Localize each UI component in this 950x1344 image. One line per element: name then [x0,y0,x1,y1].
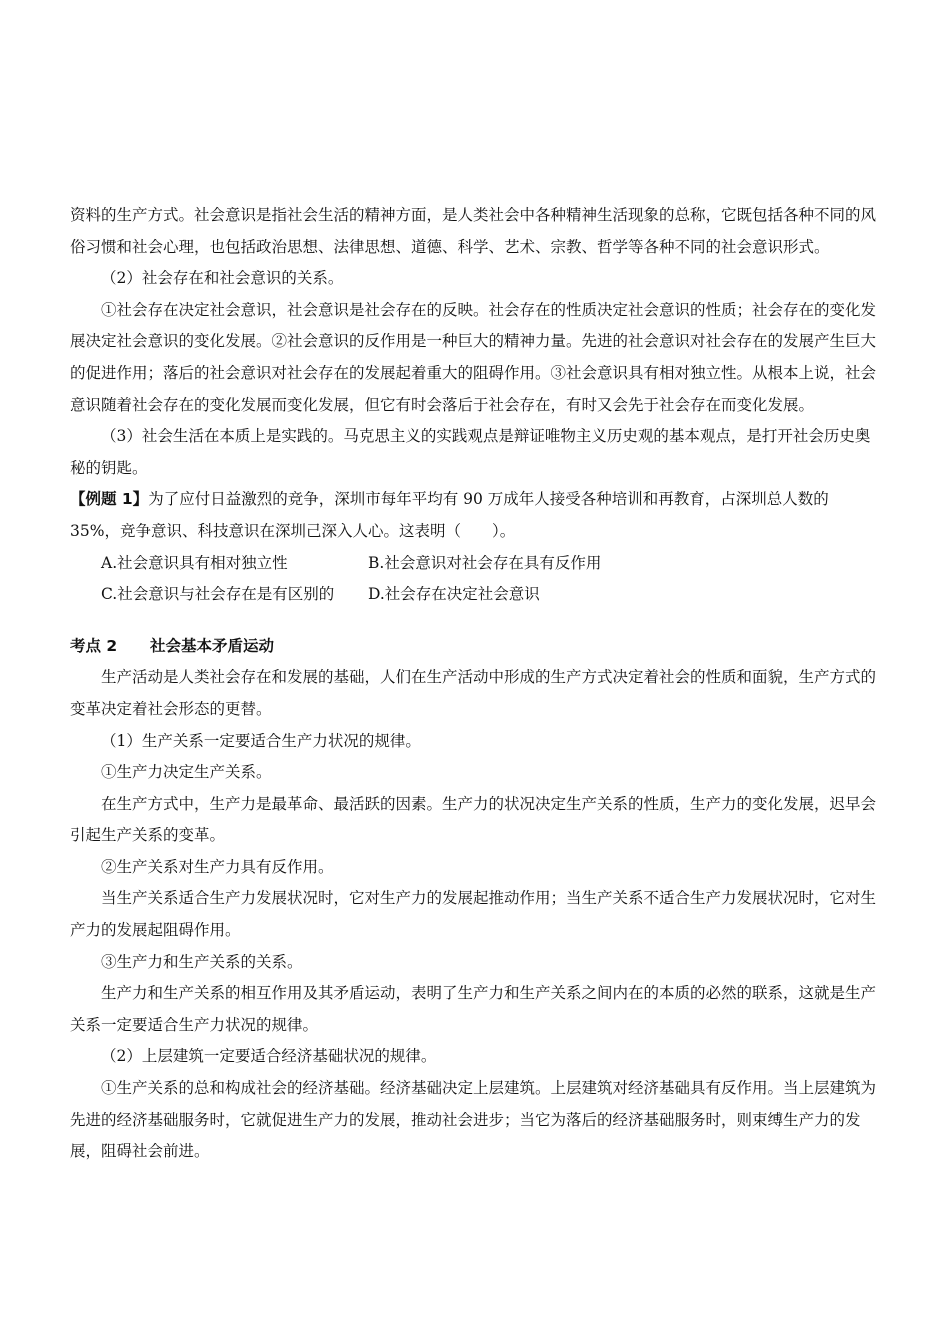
options-row-2 [70,579,882,611]
option-a: A.社会意识具有相对独立性 [101,553,288,572]
section-subheading-2: （2）上层建筑一定要适合经济基础状况的规律。 [101,1047,437,1066]
paragraph-intro: 资料的生产方式。社会意识是指社会生活的精神方面，是人类社会中各种精神生活现象的总称，它既包括各种不同的风俗习惯和社会心理，也包括政治思想、法律思想、道德、科学、艺术、宗教、哲学等各种不同的社会意识形式。 [70,206,877,256]
section-point-1: ①生产力决定生产关系。 [101,763,272,782]
section-heading [70,631,882,663]
section-paragraph-5: ①生产关系的总和构成社会的经济基础。经济基础决定上层建筑。上层建筑对经济基础具有反作用。当上层建筑为先进的经济基础服务时，它就促进生产力的发展，推动社会进步；当它为落后的经济基础服务时，则束缚生产力的发展，阻碍社会前进。 [70,1079,877,1161]
paragraph-practice: （3）社会生活在本质上是实践的。马克思主义的实践观点是辩证唯物主义历史观的基本观点，是打开社会历史奥秘的钥匙。 [70,427,871,477]
option-d: D.社会存在决定社会意识 [368,585,540,604]
section-paragraph-2: 在生产方式中，生产力是最革命、最活跃的因素。生产力的状况决定生产关系的性质，生产力的变化发展，迟早会引起生产关系的变革。 [70,794,877,845]
section-title: 社会基本矛盾运动 [150,636,275,655]
section-point-2: ②生产关系对生产力具有反作用。 [101,857,334,876]
document-body [70,200,882,1168]
paragraph-relationship: ①社会存在决定社会意识，社会意识是社会存在的反映。社会存在的性质决定社会意识的性质；社会存在的变化发展决定社会意识的变化发展。②社会意识的反作用是一种巨大的精神力量。先进的社会意识对社会存在的发展产生巨大的促进作用；落后的社会意识对社会存在的发展起着重大的阻碍作用。③社会意识具有相对独立性。从根本上说，社会意识随着社会存在的变化发展而变化发展，但它有时会落后于社会存在，有时又会先于社会存在而变化发展。 [70,300,877,414]
example-question [70,484,882,547]
example-label: 【例题 1】 [70,490,149,509]
example-text: 为了应付日益激烈的竞争，深圳市每年平均有 90 万成年人接受各种培训和再教育，占深圳总人数的 35%，竞争意识、科技意识在深圳己深入人心。这表明（ ）。 [70,490,829,540]
paragraph-subheading-2: （2）社会存在和社会意识的关系。 [101,269,344,288]
option-c: C.社会意识与社会存在是有区别的 [101,585,335,604]
section-paragraph-4: 生产力和生产关系的相互作用及其矛盾运动，表明了生产力和生产关系之间内在的本质的必然的联系，这就是生产关系一定要适合生产力状况的规律。 [70,984,877,1034]
section-point-3: ③生产力和生产关系的关系。 [101,952,303,971]
options-row-1 [70,548,882,580]
option-b: B.社会意识对社会存在具有反作用 [368,553,602,572]
section-number: 考点 2 [70,636,118,655]
section-subheading-1: （1）生产关系一定要适合生产力状况的规律。 [101,731,421,750]
section-paragraph-1: 生产活动是人类社会存在和发展的基础，人们在生产活动中形成的生产方式决定着社会的性质和面貌，生产方式的变革决定着社会形态的更替。 [70,668,877,718]
section-paragraph-3: 当生产关系适合生产力发展状况时，它对生产力的发展起推动作用；当生产关系不适合生产力发展状况时，它对生产力的发展起阻碍作用。 [70,889,877,940]
